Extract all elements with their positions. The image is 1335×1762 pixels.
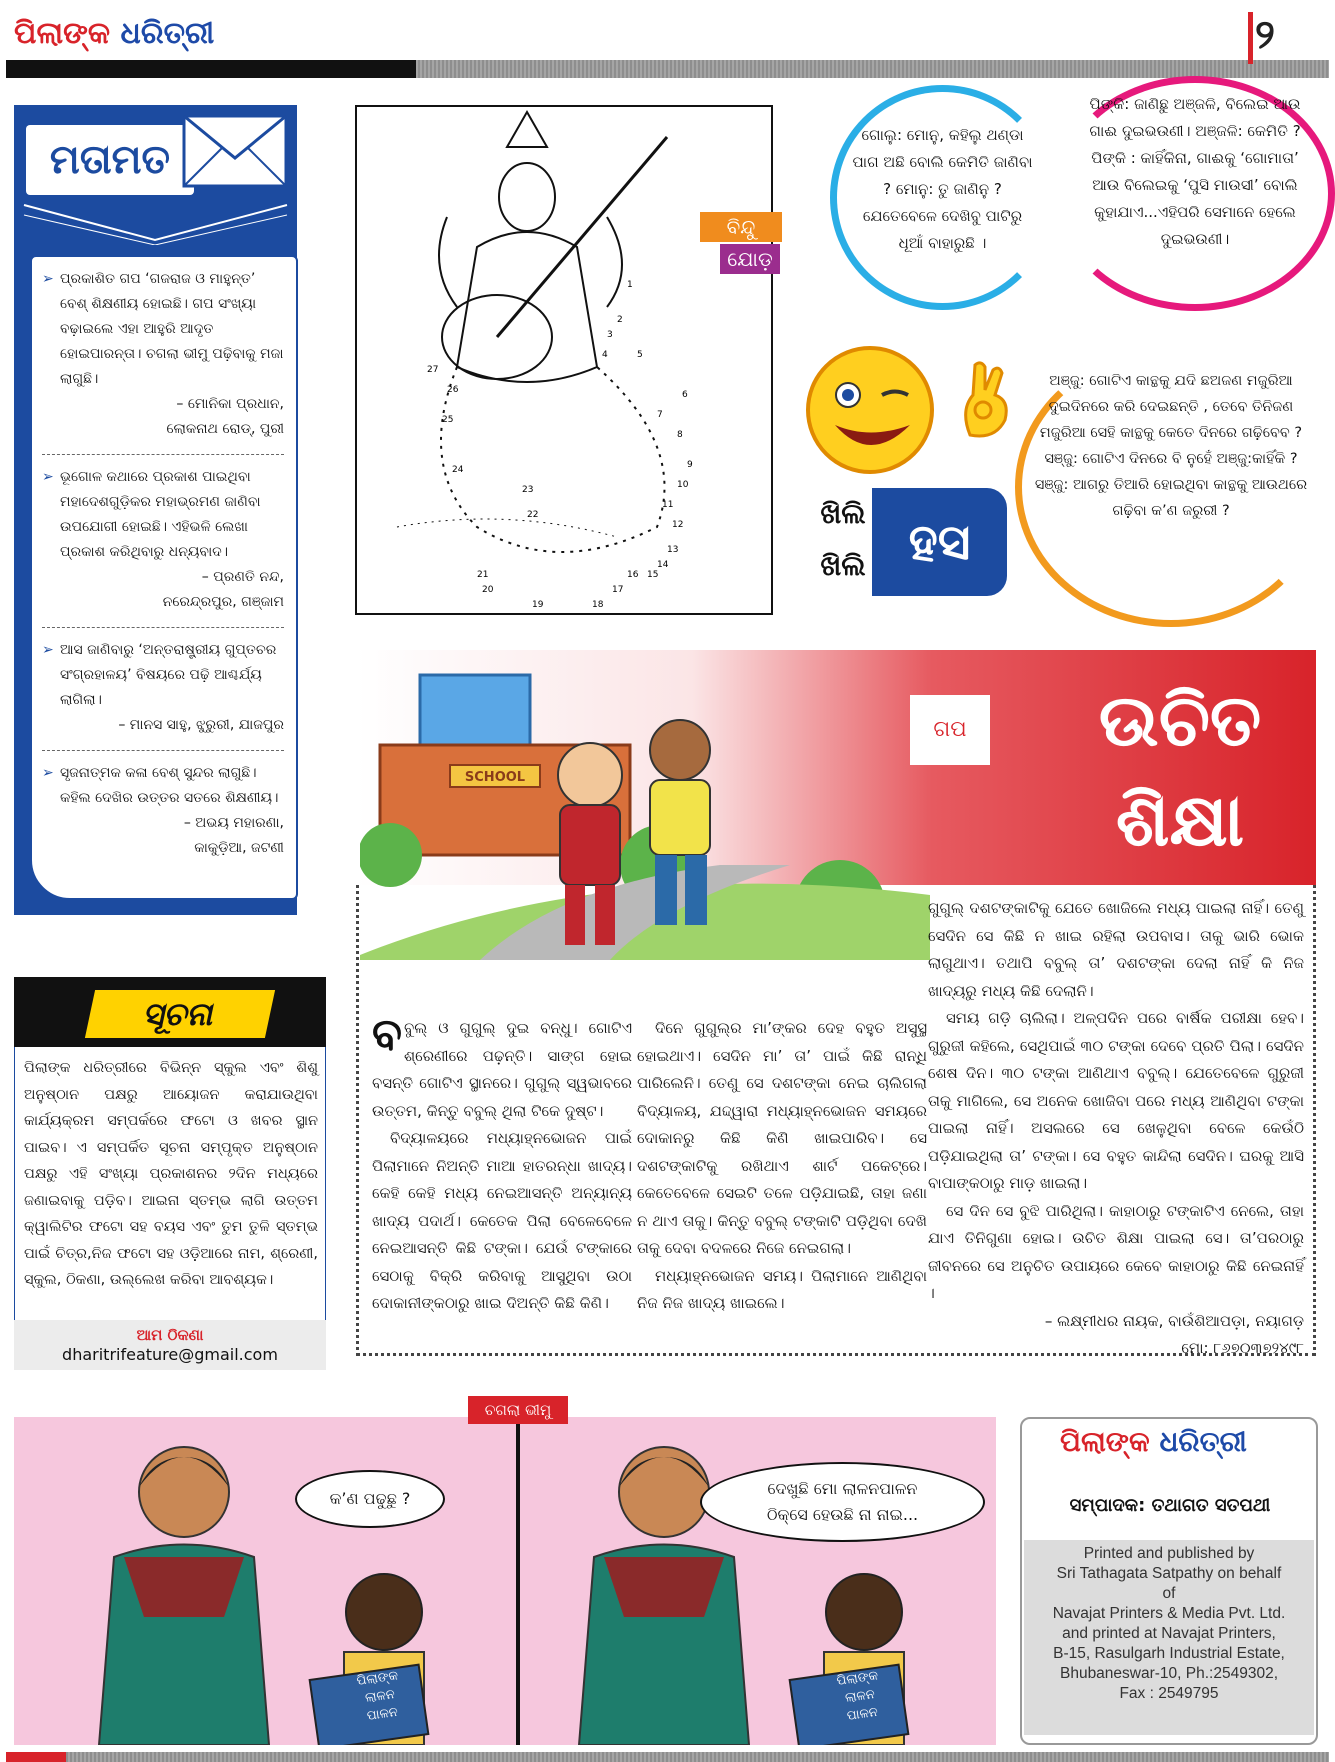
dot-number: 12: [672, 520, 684, 530]
dot-number: 10: [677, 480, 689, 490]
khili-line: ଖିଲି: [820, 549, 866, 582]
story-illustration: [360, 655, 930, 960]
imprint-text: [1024, 1540, 1314, 1735]
opinion-item: [42, 761, 284, 861]
dot-number: 8: [677, 430, 683, 440]
imprint-line: Fax : 2549795: [1119, 1685, 1219, 1702]
opinion-place: ନରେନ୍ଦ୍ରପୁର, ଗଞ୍ଜାମ: [162, 594, 284, 610]
dot-number: 16: [627, 570, 639, 580]
book-title-line: ଲାଳନ: [844, 1686, 876, 1707]
header-rule-dark: [6, 60, 416, 78]
brand-part-a: ପିଲାଙ୍କ: [1060, 1425, 1150, 1458]
envelope-icon: [180, 110, 290, 190]
speech-line: ଠିକ୍‌ସେ ହେଉଛି ନା ନାଇ...: [766, 1505, 919, 1524]
ok-hand-icon: [955, 355, 1015, 440]
story-column-3: [928, 895, 1304, 1363]
story-paragraph: ସେ ଦିନ ସେ ବୁଝି ପାରିଥିଲା। କାହାଠାରୁ ଟଙ୍କାଟିଏ ନେଲେ, ତାହା ଯାଏ ତିନିଗୁଣା ହୋଇ। ଉଚିତ ଶିକ୍ଷା ପାଇଲା ସେ। ତା’ପରଠାରୁ ଜୀବନରେ ସେ ଅନୁଚିତ ଉପାୟରେ କେବେ କାହାଠାରୁ କିଛି ନେଇନାହିଁ ।: [928, 1201, 1304, 1302]
editor-line: ସମ୍ପାଦକ: ତଥାଗତ ସତପଥୀ: [1069, 1495, 1271, 1516]
opinion-author: – ମାନସ ସାହୁ, ଝୁରୁରୀ, ଯାଜପୁର: [118, 717, 284, 733]
imprint-line: of: [1162, 1585, 1176, 1602]
book-title-line: ପାଳନ: [366, 1704, 399, 1724]
story-paragraph: ଗୁଗୁଲ୍ ଦଶଟଙ୍କାଟିକୁ ଯେତେ ଖୋଜିଲେ ମଧ୍ୟ ପାଇଲା ନାହିଁ। ତେଣୁ ସେଦିନ ସେ କିଛି ନ ଖାଇ ରହିଲା ଉପବାସ। ତାକୁ ଭାରି ଭୋକ ଲାଗୁଥାଏ। ତଥାପି ବବୁଲ୍ ତା’ ଦଶଟଙ୍କା ଦେଲା ନାହିଁ କି ନିଜ ଖାଦ୍ୟରୁ ମଧ୍ୟ କିଛି ଦେଲାନି।: [928, 899, 1304, 1000]
opinion-author: – ଅଭୟ ମହାରଣା,: [183, 815, 284, 831]
opinion-item: [42, 638, 284, 738]
brand-part-b: ଧରିତ୍ରୀ: [120, 16, 215, 51]
contact-title: ଆମ ଠିକଣା: [14, 1320, 326, 1370]
opinion-text: ➢ ସୃଜନାତ୍ମକ କଳା ବେଶ୍ ସୁନ୍ଦର ଲାଗୁଛି। କହିଲ ଦେଖିର ଉତ୍ତର ସତରେ ଶିକ୍ଷଣୀୟ।: [60, 765, 279, 806]
dot-number: 27: [427, 365, 439, 375]
dot-number: 5: [637, 350, 643, 360]
dot-number: 1: [627, 280, 633, 290]
page-number: ୨: [1255, 12, 1275, 58]
puzzle-label-b: ଯୋଡ଼: [720, 244, 780, 274]
opinion-item: [42, 267, 284, 442]
speech-bubble-2: [700, 1462, 985, 1542]
divider: [42, 454, 284, 455]
story-paragraph: ଦିନେ ଗୁଗୁଲ୍ର ମା’ଙ୍କର ଦେହ ବହୁତ ଅସୁସ୍ଥ ହୋଇଥାଏ। ସେଦିନ ମା’ ତା’ ପାଇଁ କିଛି ରାନ୍ଧି ପାରିଲେନି। ତେଣୁ ସେ ଦଶଟଙ୍କା ନେଇ ଚାଲିଗଲା ବିଦ୍ୟାଳୟ, ଯଦ୍ଦ୍ୱାରା ମଧ୍ୟାହ୍ନଭୋଜନ ସମୟରେ ଦୋକାନରୁ କିଛି କିଣି ଖାଇପାରିବ। ସେ ଦଶଟଙ୍କାଟିକୁ ରଖିଥାଏ ଶାର୍ଟ ପକେଟ୍ରେ। କେତେବେଳେ ସେଇଟି ତଳେ ପଡ଼ିଯାଇଛି, ତାହା ଜଣା ନ ଥାଏ ତାକୁ। କିନ୍ତୁ ବବୁଲ୍ ଟଙ୍କାଟି ପଡ଼ିଥିବା ଦେଖି ତାକୁ ଦେବା ବଦଳରେ ନିଜେ ନେଇଗଲା।: [637, 1019, 927, 1257]
speech-line: ଦେଖୁଛି ମୋ ଲାଳନପାଳନ: [767, 1479, 918, 1498]
dot-number: 21: [477, 570, 489, 580]
imprint-line: and printed at Navajat Printers,: [1062, 1625, 1276, 1642]
story-column-1: [372, 1009, 632, 1318]
story-paragraph: ବୁଲ୍ ଓ ଗୁଗୁଲ୍ ଦୁଇ ବନ୍ଧୁ। ଗୋଟିଏ ଶ୍ରେଣୀରେ ପଢ଼ନ୍ତି। ସାଙ୍ଗ ହୋଇ ବସନ୍ତି ଗୋଟିଏ ସ୍ଥାନରେ। ଗୁଗୁଲ୍ ସ୍ୱଭାବରେ ଉତ୍ତମ, କିନ୍ତୁ ବବୁଲ୍ ଥିଲା ଟିକେ ଦୁଷ୍ଟ।: [372, 1019, 632, 1120]
opinion-author: – ମୋନିକା ପ୍ରଧାନ,: [176, 396, 284, 412]
dot-number: 9: [687, 460, 693, 470]
story-column-2: [637, 1015, 927, 1318]
opinion-text: ➢ ଭୂଗୋଳ କଥାରେ ପ୍ରକାଶ ପାଇଥିବା ମହାଦେଶଗୁଡ଼ିକର ମହାଭ୍ରମଣ ଜାଣିବା ଉପଯୋଗୀ ହୋଇଛି। ଏହିଭଳି ଲେଖା ପ୍ରକାଶ କରିଥିବାରୁ ଧନ୍ୟବାଦ।: [60, 469, 261, 560]
story-paragraph: ବିଦ୍ୟାଳୟରେ ମଧ୍ୟାହ୍ନଭୋଜନ ପାଇଁ ପିଲାମାନେ ନିଅନ୍ତି ମାଆ ହାତରନ୍ଧା ଖାଦ୍ୟ। କେହି କେହି ମଧ୍ୟ ନେଇଆସନ୍ତି ଅନ୍ୟାନ୍ୟ ଖାଦ୍ୟ ପଦାର୍ଥ। କେତେକ ପିଲା ବେଳେବେଳେ ନେଇଆସନ୍ତି କିଛି ଟଙ୍କା। ଯେଉଁ ଟଙ୍କାରେ ସେଠାକୁ ବିକ୍ରି କରିବାକୁ ଆସୁଥିବା ଉଠା ଦୋକାନୀଙ୍କଠାରୁ ଖାଇ ଦିଅନ୍ତି କିଛି କିଣି।: [372, 1129, 632, 1312]
notice-text: ପିଲାଙ୍କ ଧରିତ୍ରୀରେ ବିଭିନ୍ନ ସ୍କୁଲ ଏବଂ ଶିଶୁ ଅନୁଷ୍ଠାନ ପକ୍ଷରୁ ଆୟୋଜନ କରାଯାଉଥିବା କାର୍ଯ୍ୟକ୍ରମ ସମ୍ପର୍କରେ ଫଟୋ ଓ ଖବର ସ୍ଥାନ ପାଇବ। ଏ ସମ୍ପର୍କିତ ସୂଚନା ସମ୍ପୃକ୍ତ ଅନୁଷ୍ଠାନ ପକ୍ଷରୁ ଏହି ସଂଖ୍ୟା ପ୍ରକାଶନର ୨ଦିନ ମଧ୍ୟରେ ଜଣାଇବାକୁ ପଡ଼ିବ। ଆଇନା ସ୍ତମ୍ଭ ଲାଗି ଉତ୍ତମ କ୍ୱାଲିଟିର ଫଟୋ ସହ ବୟସ ଏବଂ ତୁମ ତୁଳି ସ୍ତମ୍ଭ ପାଇଁ ଚିତ୍ର,ନିଜ ଫଟୋ ସହ ଓଡ଼ିଆରେ ନାମ, ଶ୍ରେଣୀ, ସ୍କୁଲ, ଠିକଣା, ଉଲ୍ଲେଖ କରିବା ଆବଶ୍ୟକ।: [24, 1060, 318, 1288]
page-number-bar: [1248, 12, 1253, 64]
drop-cap: ବ: [372, 1009, 403, 1060]
contact-email: dharitrifeature@gmail.com: [62, 1345, 278, 1364]
joke-bubble-golu: ଗୋଲୁ: ମୋନୁ, କହିଲୁ ଥଣ୍ଡା ପାଗ ଅଛି ବୋଲି କେମିତି ଜାଣିବା ? ମୋନୁ: ତୁ ଜାଣିନୁ ? ଯେତେବେଳେ ଦେଖିବୁ ପାଟିରୁ ଧୂଆଁ ବାହାରୁଛି ।: [830, 85, 1055, 310]
brand-part-a: ପିଲାଙ୍କ: [14, 16, 111, 51]
dot-puzzle-panel: [355, 105, 773, 615]
story-title-line-2: ଶିକ୍ଷା: [1115, 778, 1245, 862]
brand-part-b: ଧରିତ୍ରୀ: [1159, 1425, 1247, 1458]
opinion-ribbon: [14, 200, 297, 245]
dot-number: 19: [532, 600, 544, 610]
story-title: [1050, 670, 1310, 870]
dot-number: 24: [452, 465, 464, 475]
imprint-line: Bhubaneswar-10, Ph.:2549302,: [1059, 1665, 1279, 1682]
dot-number: 14: [657, 560, 669, 570]
comic-divider: [516, 1400, 520, 1745]
khili-line: ଖିଲି: [820, 497, 866, 530]
dot-number: 22: [527, 510, 539, 520]
dot-number: 15: [647, 570, 659, 580]
story-title-line-1: ଉଚିତ: [1098, 678, 1262, 762]
brand-logo: [14, 16, 214, 51]
masthead-logo: [1060, 1425, 1247, 1459]
divider: [42, 627, 284, 628]
opinion-text: ➢ ଆସ ଜାଣିବାରୁ ‘ଅନ୍ତରାଷ୍ଟ୍ରୀୟ ଗୁପ୍ତଚର ସଂଗ୍ରହାଳୟ’ ବିଷୟରେ ପଢ଼ି ଆଶ୍ଚର୍ଯ୍ୟ ଲାଗିଲା।: [60, 642, 277, 708]
imprint-line: Sri Tathagata Satpathy on behalf: [1056, 1565, 1282, 1582]
school-sign: SCHOOL: [464, 770, 526, 785]
joke-bubble-pinki: ପିଙ୍କି: ଜାଣିଛୁ ଅଞ୍ଜଳି, ବିଲେଇ ଆଉ ଗାଈ ଦୁଇଭଉଣୀ। ଅଞ୍ଜଳି: କେମିତି ? ପିଙ୍କି : କାହିଁକିନା, ଗାଈକୁ ‘ଗୋମାତା’ ଆଉ ବିଲେଇକୁ ‘ପୁସି ମାଉସୀ’ ବୋଲି କୁହାଯାଏ...ଏହିପରି ସେମାନେ ହେଲେ ଦୁଇଭଉଣୀ।: [1055, 76, 1335, 311]
opinion-place: କାକୁଡ଼ିଆ, ଜଟଣୀ: [194, 840, 284, 856]
dot-number: 7: [657, 410, 663, 420]
footer-rule: [6, 1752, 1329, 1762]
dot-number: 2: [617, 315, 623, 325]
book-title-line: ପାଳନ: [846, 1704, 879, 1724]
hasa-label: ହସ: [872, 488, 1007, 596]
dot-puzzle-drawing: [357, 107, 771, 613]
dot-number: 3: [607, 330, 613, 340]
opinion-place: ଲୋକନାଥ ରୋଡ୍, ପୁରୀ: [166, 421, 284, 437]
dot-number: 23: [522, 485, 534, 495]
joke-bubble-anju: ଅଞ୍ଜୁ: ଗୋଟିଏ କାନ୍ଥକୁ ଯଦି ଛଅଜଣ ମଜୁରିଆ ଦୁଇଦିନରେ କରି ଦେଇଛନ୍ତି , ତେବେ ତିନିଜଣ ମଜୁରିଆ ସେହି କାନ୍ଥକୁ କେତେ ଦିନରେ ଗଢ଼ିବେବ ? ସଞ୍ଜୁ: ଗୋଟିଏ ଦିନରେ ବି ନୁହେଁ ଅଞ୍ଜୁ:କାହିଁକି ? ସଞ୍ଜୁ: ଆଗରୁ ତିଆରି ହୋଇଥିବା କାନ୍ଥକୁ ଆଉଥରେ ଗଢ଼ିବା କ’ଣ ଜରୁରୀ ?: [1015, 347, 1327, 627]
opinion-item: [42, 465, 284, 615]
winking-smiley-icon: [800, 340, 940, 480]
opinion-author: – ପ୍ରଣତି ନନ୍ଦ,: [201, 569, 284, 585]
dot-number: 6: [682, 390, 688, 400]
footer-rule-accent: [6, 1752, 66, 1762]
dot-number: 11: [662, 500, 674, 510]
khili-label: [814, 488, 872, 596]
divider: [42, 750, 284, 751]
book-title-line: ପିଲାଙ୍କ: [355, 1668, 400, 1690]
dot-number: 20: [482, 585, 494, 595]
story-author: – ଲକ୍ଷ୍ମୀଧର ନାୟକ, ବାଉଁଶିଆପଡ଼ା, ନୟାଗଡ଼: [1044, 1311, 1304, 1330]
opinion-list: [30, 255, 298, 900]
puzzle-label-a: ବିନ୍ଦୁ: [700, 212, 782, 242]
story-paragraph: ମଧ୍ୟାହ୍ନଭୋଜନ ସମୟ। ପିଲାମାନେ ଆଣିଥିବା ନିଜ ନିଜ ଖାଦ୍ୟ ଖାଇଲେ।: [637, 1266, 927, 1312]
dot-number: 18: [592, 600, 604, 610]
dot-number: 26: [447, 385, 459, 395]
book-title-line: ପିଲାଙ୍କ: [835, 1668, 880, 1690]
speech-bubble-1: କ’ଣ ପଢୁଛୁ ?: [295, 1470, 445, 1528]
opinion-title: ମତାମତ: [26, 125, 194, 195]
dot-number: 25: [442, 415, 454, 425]
dot-number: 4: [602, 350, 608, 360]
opinion-text: ➢ ପ୍ରକାଶିତ ଗପ ‘ଗଜରାଜ ଓ ମାହୁନ୍ତ’ ବେଶ୍ ଶିକ୍ଷଣୀୟ ହୋଇଛି। ଗପ ସଂଖ୍ୟା ବଢ଼ାଇଲେ ଏହା ଆହୁରି ଆଦୃତ ହୋଇପାରନ୍ତା। ଚଗଲା ଭୀମୁ ପଢ଼ିବାକୁ ମଜା ଲାଗୁଛି।: [60, 271, 284, 387]
story-label: ଗପ: [910, 695, 990, 765]
imprint-line: Navajat Printers & Media Pvt. Ltd.: [1052, 1605, 1286, 1622]
mother-figure: [99, 1447, 269, 1745]
story-paragraph: ସମୟ ଗଡ଼ି ଚାଲିଲା। ଅଳ୍ପଦିନ ପରେ ବାର୍ଷିକ ପରୀକ୍ଷା ହେବ। ଗୁରୁଜୀ କହିଲେ, ସେଥିପାଇଁ ୩୦ ଟଙ୍କା ଦେବେ ପ୍ରତି ପିଲା। ସେଦିନ ଶେଷ ଦିନ। ୩୦ ଟଙ୍କା ଆଣିଥାଏ ବବୁଲ୍। ଯେତେବେଳେ ଗୁରୁଜୀ ତାକୁ ମାଗିଲେ, ସେ ଅନେକ ଖୋଜିବା ପରେ ମଧ୍ୟ ଆଣିଥିବା ଟଙ୍କା ପାଇଲା ନାହିଁ। ଅସଲରେ ସେ ଖେଳୁଥିବା ବେଳେ କେଉଁଠି ପଡ଼ିଯାଇଥିଲା ତା’ ଟଙ୍କା। ସେ ବହୁତ କାନ୍ଦିଲା ସେଦିନ। ଘରକୁ ଆସି ବାପାଙ୍କଠାରୁ ମାଡ଼ ଖାଇଲା।: [928, 1009, 1304, 1192]
dot-number: 17: [612, 585, 624, 595]
imprint-line: B-15, Rasulgarh Industrial Estate,: [1053, 1645, 1285, 1662]
dot-number: 13: [667, 545, 679, 555]
notice-title: ସୂଚନା: [85, 990, 275, 1038]
imprint-line: Printed and published by: [1083, 1545, 1255, 1562]
book-title-line: ଲାଳନ: [364, 1686, 396, 1707]
comic-title-tag: ଚଗଲା ଭୀମୁ: [468, 1396, 568, 1424]
story-phone: ମୋ: ୮୬୭୦୩୭୨୪୯୮: [1181, 1339, 1304, 1357]
